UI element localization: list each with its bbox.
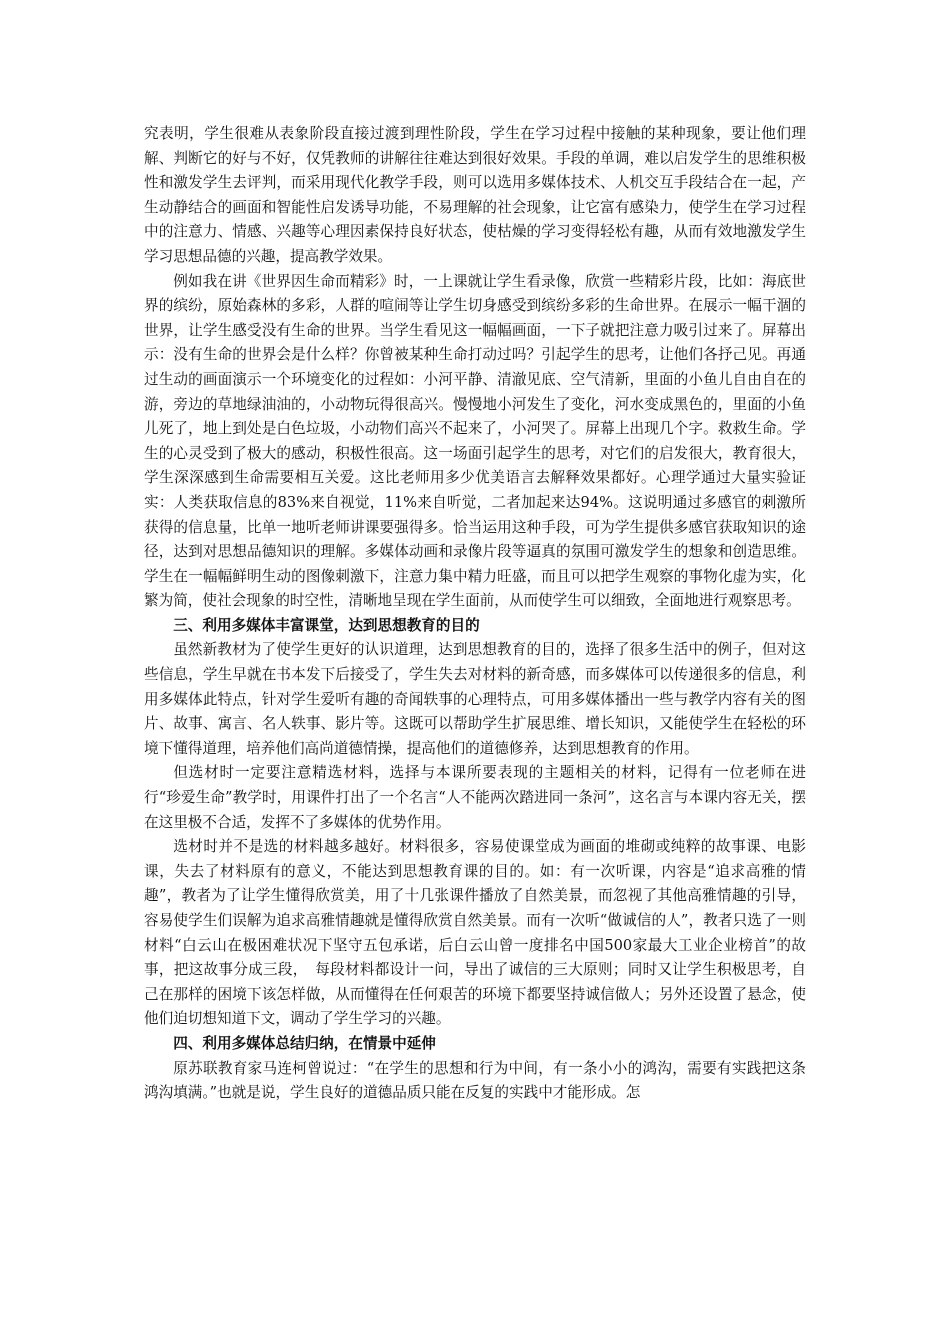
section-heading-4: 四、利用多媒体总结归纳，在情景中延伸 — [173, 1034, 436, 1052]
section-heading-3: 三、利用多媒体丰富课堂，达到思想教育的目的 — [173, 616, 480, 634]
paragraph-intro-continued: 究表明，学生很难从表象阶段直接过渡到理性阶段，学生在学习过程中接触的某种现象，要让他们理解、判断它的好与不好，仅凭教师的讲解往往难达到很好效果。手段的单调，难以启发学生的思维积极性和激发学生去评判，而采用现代化教学手段，则可以选用多媒体技术、人机交互手段结合在一起，产生动静结合的画面和智能性启发诱导功能，不易理解的社会现象，让它富有感染力，使学生在学习过程中的注意力、情感、兴趣等心理因素保持良好状态，使枯燥的学习变得轻松有趣，从而有效地激发学生学习思想品德的兴趣，提高教学效果。 — [144, 125, 806, 265]
paragraph-section-4-body: 原苏联教育家马连柯曾说过：“在学生的思想和行为中间，有一条小小的鸿沟，需要有实践把这条鸿沟填满。”也就是说，学生良好的道德品质只能在反复的实践中才能形成。怎 — [144, 1059, 806, 1102]
paragraph-example-lesson: 例如我在讲《世界因生命而精彩》时，一上课就让学生看录像，欣赏一些精彩片段，比如：海底世界的缤纷，原始森林的多彩，人群的喧闹等让学生切身感受到缤纷多彩的生命世界。在展示一幅干涸的世界，让学生感受没有生命的世界。当学生看见这一幅幅画面，一下子就把注意力吸引过来了。屏幕出示：没有生命的世界会是什么样？你曾被某种生命打动过吗？引起学生的思考，让他们各抒己见。再通过生动的画面演示一个环境变化的过程如：小河平静、清澈见底、空气清新，里面的小鱼儿自由自在的游，旁边的草地绿油油的，小动物玩得很高兴。慢慢地小河发生了变化，河水变成黑色的，里面的小鱼儿死了，地上到处是白色垃圾，小动物们高兴不起来了，小河哭了。屏幕上出现几个字。救救生命。学生的心灵受到了极大的感动，积极性很高。这一场面引起学生的思考，对它们的启发很大，教育很大，学生深深感到生命需要相互关爱。这比老师用多少优美语言去解释效果都好。心理学通过大量实验证实：人类获取信息的83%来自视觉，11%来自听觉，二者加起来达94%。这说明通过多感官的刺激所获得的信息量，比单一地听老师讲课要强得多。恰当运用这种手段，可为学生提供多感官获取知识的途径，达到对思想品德知识的理解。多媒体动画和录像片段等逼真的氛围可激发学生的想象和创造思维。学生在一幅幅鲜明生动的图像刺激下，注意力集中精力旺盛，而且可以把学生观察的事物化虚为实，化繁为简，使社会现象的时空性，清晰地呈现在学生面前，从而使学生可以细致，全面地进行观察思考。 — [144, 272, 806, 610]
paragraph-material-selection: 但选材时一定要注意精选材料，选择与本课所要表现的主题相关的材料，记得有一位老师在进行“珍爱生命”教学时，用课件打出了一个名言“人不能两次踏进同一条河”，这名言与本课内容无关，摆在这里极不合适，发挥不了多媒体的优势作用。 — [144, 764, 806, 831]
paragraph-section-3-body: 虽然新教材为了使学生更好的认识道理，达到思想教育的目的，选择了很多生活中的例子，但对这些信息，学生早就在书本发下后接受了，学生失去对材料的新奇感，而多媒体可以传递很多的信息，利用多媒体此特点，针对学生爱听有趣的奇闻轶事的心理特点，可用多媒体播出一些与教学内容有关的图片、故事、寓言、名人轶事、影片等。这既可以帮助学生扩展思维、增长知识，又能使学生在轻松的环境下懂得道理，培养他们高尚道德情操，提高他们的道德修养，达到思想教育的作用。 — [144, 641, 806, 757]
document-page — [144, 122, 806, 1106]
paragraph-material-quantity: 选材时并不是选的材料越多越好。材料很多，容易使课堂成为画面的堆砌或纯粹的故事课、电影课，失去了材料原有的意义，不能达到思想教育课的目的。如：有一次听课，内容是“追求高雅的情趣”，教者为了让学生懂得欣赏美，用了十几张课件播放了自然美景，而忽视了其他高雅情趣的引导，容易使学生们误解为追求高雅情趣就是懂得欣赏自然美景。而有一次听“做诚信的人”，教者只选了一则材料“白云山在极困难状况下坚守五包承诺，后白云山曾一度排名中国500家最大工业企业榜首”的故事，把这故事分成三段， 每段材料都设计一问，导出了诚信的三大原则；同时又让学生积极思考，自己在那样的困境下该怎样做，从而懂得在任何艰苦的环境下都要坚持诚信做人；另外还设置了悬念，使他们迫切想知道下文，调动了学生学习的兴趣。 — [144, 838, 806, 1028]
